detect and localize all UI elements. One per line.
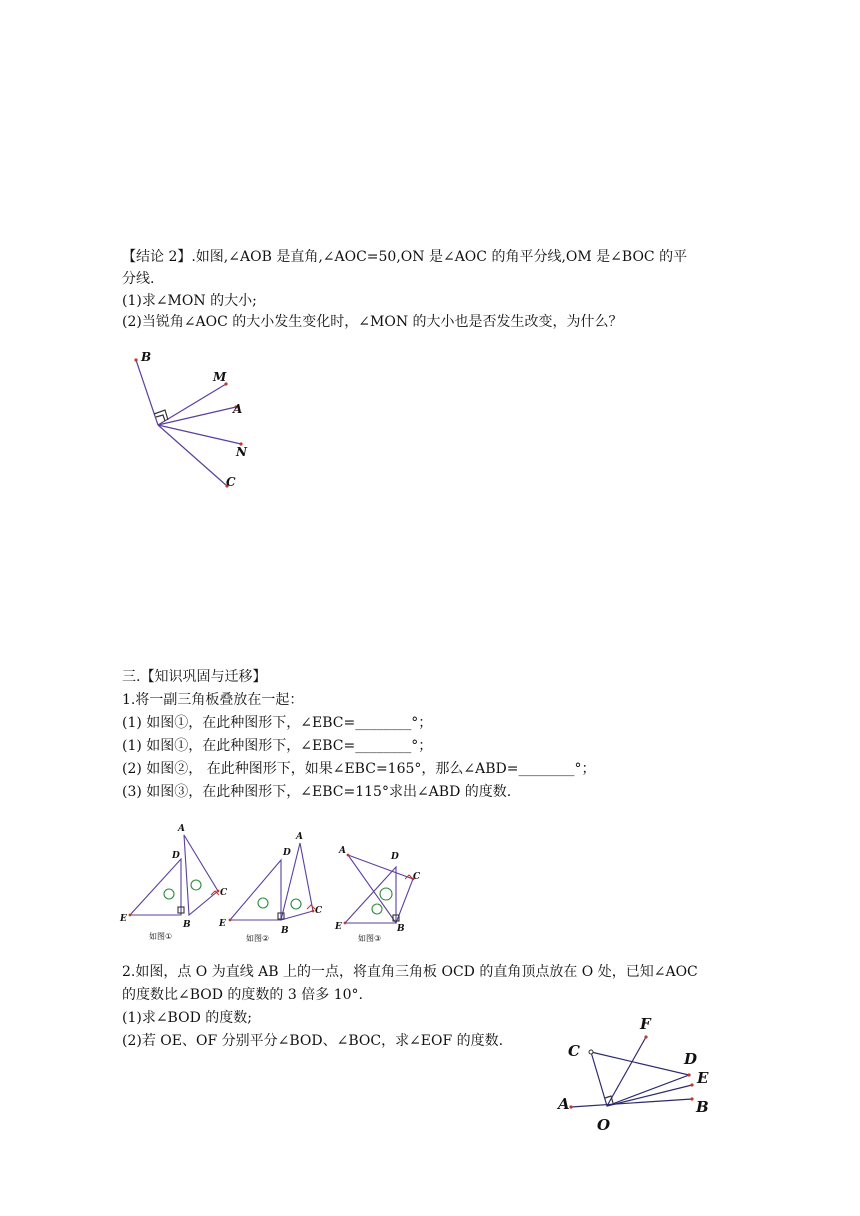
ray-oc — [158, 425, 227, 486]
ray-oa — [158, 407, 236, 425]
ray-oe — [607, 1085, 692, 1106]
svg-text:B: B — [281, 926, 289, 936]
problem1-line3: (2) 如图②， 在此种图形下，如果∠EBC=165°，那么∠ABD=________°； — [122, 761, 596, 777]
conclusion2-question1: (1)求∠MON 的大小; — [122, 293, 257, 309]
caption-figure-3: 如图③ — [358, 934, 382, 943]
figure-1 — [130, 835, 219, 915]
figure-3 — [345, 855, 413, 923]
svg-text:B: B — [397, 924, 405, 934]
label-a: A — [233, 402, 243, 416]
conclusion2-line2: 分线. — [122, 271, 155, 287]
svg-text:D: D — [391, 852, 399, 862]
problem2-figure — [555, 1010, 725, 1135]
label-b: B — [141, 350, 152, 364]
svg-text:D: D — [283, 848, 291, 858]
svg-text:E: E — [335, 922, 342, 932]
problem2-line1: 2.如图，点 O 为直线 AB 上的一点，将直角三角板 OCD 的直角顶点放在 O 处，已知∠AOC — [122, 964, 698, 980]
problem2-line2: 的度数比∠BOD 的度数的 3 倍多 10°. — [122, 987, 363, 1003]
svg-text:C: C — [568, 1042, 580, 1060]
ray-on — [158, 425, 241, 444]
svg-text:E: E — [697, 1069, 709, 1087]
label-m: M — [213, 370, 227, 384]
conclusion2-figure — [125, 345, 265, 495]
svg-text:D: D — [172, 851, 180, 861]
triangle-figures — [115, 815, 435, 945]
figure-2 — [230, 843, 315, 920]
ray-of — [607, 1037, 646, 1106]
svg-text:B: B — [183, 920, 191, 930]
svg-text:F: F — [640, 1015, 651, 1033]
ray-ob — [136, 360, 158, 425]
svg-text:B: B — [696, 1098, 709, 1116]
problem2-question2: (2)若 OE、OF 分别平分∠BOD、∠BOC，求∠EOF 的度数. — [122, 1033, 504, 1049]
svg-text:C: C — [220, 888, 228, 898]
svg-text:A: A — [339, 846, 346, 856]
caption-figure-1: 如图① — [149, 932, 173, 941]
svg-text:A: A — [178, 824, 185, 834]
problem2-question1: (1)求∠BOD 的度数; — [122, 1010, 252, 1026]
problem1-line2: (1) 如图①，在此种图形下，∠EBC=________°； — [122, 738, 433, 754]
svg-text:E: E — [219, 919, 226, 929]
svg-text:A: A — [558, 1095, 570, 1113]
svg-text:C: C — [413, 872, 421, 882]
svg-text:D: D — [684, 1050, 698, 1068]
problem1-line1: (1) 如图①，在此种图形下，∠EBC=________°； — [122, 715, 433, 731]
svg-text:C: C — [315, 906, 323, 916]
svg-text:A: A — [296, 832, 303, 842]
problem1-intro: 1.将一副三角板叠放在一起： — [122, 692, 304, 708]
conclusion2-line1: 【结论 2】.如图,∠AOB 是直角,∠AOC=50,ON 是∠AOC 的角平分线,OM 是∠BOC 的平 — [122, 249, 688, 265]
section3-title: 三.【知识巩固与迁移】 — [122, 669, 267, 685]
label-c: C — [226, 475, 236, 489]
label-n: N — [236, 445, 247, 459]
problem1-line4: (3) 如图③，在此种图形下，∠EBC=115°求出∠ABD 的度数. — [122, 784, 512, 800]
svg-text:E: E — [120, 914, 127, 924]
svg-text:O: O — [597, 1116, 611, 1134]
conclusion2-question2: (2)当锐角∠AOC 的大小发生变化时，∠MON 的大小也是否发生改变，为什么？ — [122, 314, 623, 330]
caption-figure-2: 如图② — [246, 934, 270, 943]
